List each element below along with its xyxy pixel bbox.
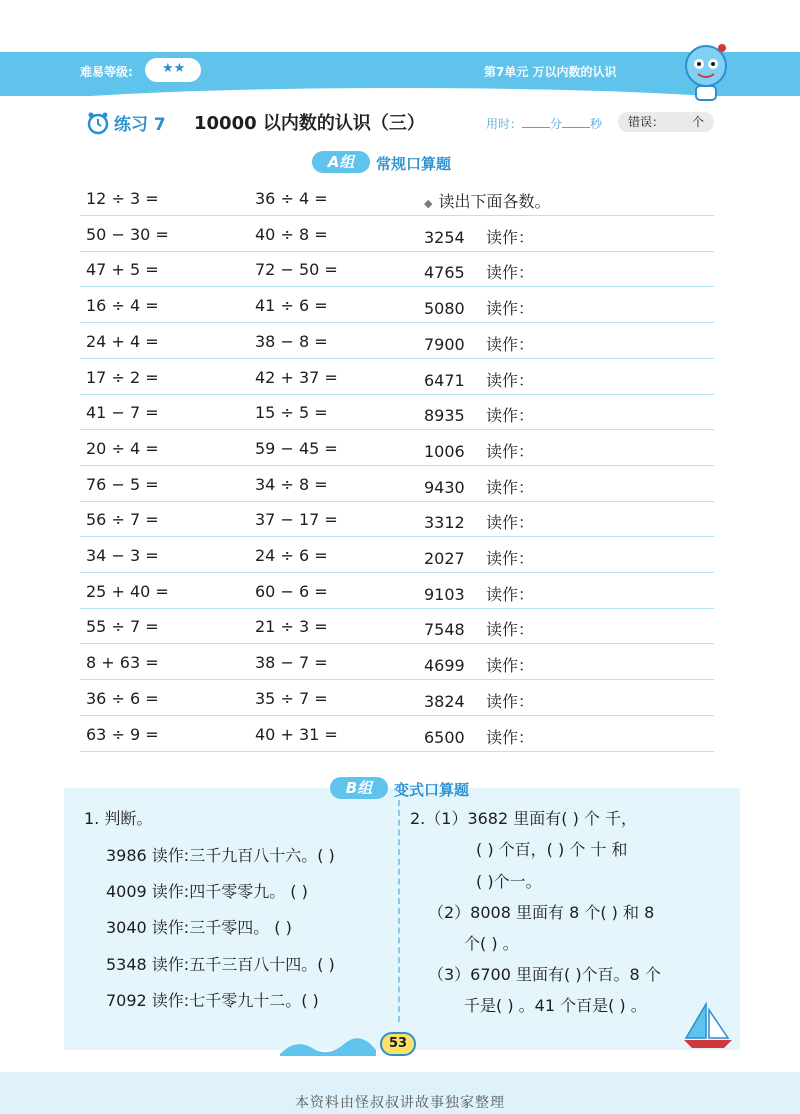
exercise-row xyxy=(80,680,714,716)
page-number: 53 xyxy=(380,1032,416,1056)
calc-exercise: 37 − 17 = xyxy=(255,510,338,530)
calc-exercise: 24 + 4 = xyxy=(86,331,159,351)
exercise-row xyxy=(80,359,714,395)
question-2-line: 千是( ) 。41 个百是( ) 。 xyxy=(464,996,647,1015)
calc-exercise: 50 − 30 = xyxy=(86,224,169,244)
reading-item xyxy=(424,582,534,605)
lesson-number: 练习 7 xyxy=(114,115,166,135)
lesson-title: 10000 以内数的认识（三） xyxy=(194,113,425,134)
reading-item xyxy=(424,475,534,498)
reading-item xyxy=(424,403,534,426)
exercise-row xyxy=(80,323,714,359)
sailboat-icon xyxy=(680,1000,736,1052)
number-to-read: 4699 xyxy=(424,656,465,676)
calc-exercise: 34 ÷ 8 = xyxy=(255,474,328,494)
reading-item xyxy=(424,617,534,640)
question-2-line: ( ) 个百，( ) 个 十 和 xyxy=(476,840,628,859)
read-as-label: 读作： xyxy=(486,513,535,533)
diamond-icon: ◆ xyxy=(424,197,433,210)
judgement-item: 3986 读作:三千九百八十六。( ) xyxy=(106,846,335,865)
calc-exercise: 8 + 63 = xyxy=(86,653,159,673)
calc-exercise: 55 ÷ 7 = xyxy=(86,617,159,637)
read-as-label: 读作： xyxy=(486,334,535,354)
exercise-row xyxy=(80,430,714,466)
judgement-item: 7092 读作:七千零九十二。( ) xyxy=(106,991,319,1010)
number-to-read: 5080 xyxy=(424,299,465,319)
calc-exercise: 60 − 6 = xyxy=(255,581,328,601)
exercise-row xyxy=(80,287,714,323)
read-as-label: 读作： xyxy=(486,549,535,568)
read-as-label: 读作： xyxy=(486,727,535,747)
reading-item xyxy=(424,260,534,283)
read-as-label: 读作： xyxy=(486,477,535,497)
number-to-read: 8935 xyxy=(424,406,465,426)
clock-icon xyxy=(86,111,110,135)
second-label: 秒 xyxy=(590,117,603,131)
question-2-line: ( )个一。 xyxy=(476,872,542,891)
number-to-read: 4765 xyxy=(424,263,465,283)
reading-item xyxy=(424,653,534,676)
question-1-title: 1. 判断。 xyxy=(84,809,153,828)
read-as-label: 读作： xyxy=(486,620,535,640)
reading-item xyxy=(424,510,534,533)
number-to-read: 3312 xyxy=(424,513,465,533)
calc-exercise: 24 ÷ 6 = xyxy=(255,546,328,565)
time-label: 用时： xyxy=(486,117,523,131)
read-as-label: 读作： xyxy=(486,406,535,426)
calc-exercise: 25 + 40 = xyxy=(86,581,169,601)
exercise-row xyxy=(80,394,714,430)
mascot-icon xyxy=(676,40,736,106)
exercise-row xyxy=(80,251,714,287)
exercise-row xyxy=(80,501,714,537)
footer-credit: 本资料由怪叔叔讲故事独家整理 xyxy=(295,1095,505,1111)
calc-exercise: 36 ÷ 6 = xyxy=(86,688,159,708)
reading-item xyxy=(424,546,534,569)
calc-exercise: 17 ÷ 2 = xyxy=(86,367,159,387)
section-a-name: 常规口算题 xyxy=(376,155,452,173)
question-2-line: 2.（1）3682 里面有( ) 个 千， xyxy=(410,809,637,828)
calc-exercise: 15 ÷ 5 = xyxy=(255,403,328,423)
reading-item xyxy=(424,296,534,319)
reading-item xyxy=(424,332,534,355)
judgement-item: 3040 读作:三千零四。 ( ) xyxy=(106,918,292,937)
difficulty-cloud xyxy=(145,58,201,82)
read-as-label: 读作： xyxy=(486,441,535,461)
number-to-read: 2027 xyxy=(424,549,465,568)
calc-exercise: 59 − 45 = xyxy=(255,438,338,458)
read-as-label: 读作： xyxy=(486,691,535,711)
number-to-read: 3254 xyxy=(424,227,465,247)
calc-exercise: 36 ÷ 4 = xyxy=(255,189,328,208)
calc-exercise: 47 + 5 = xyxy=(86,260,159,280)
error-label: 错误： xyxy=(628,115,665,129)
number-to-read: 7900 xyxy=(424,334,465,354)
exercise-row xyxy=(80,216,714,252)
calc-exercise: 40 + 31 = xyxy=(255,724,338,744)
exercise-row xyxy=(80,537,714,573)
section-b-name: 变式口算题 xyxy=(394,781,470,799)
number-to-read: 1006 xyxy=(424,441,465,461)
read-as-label: 读作： xyxy=(486,656,535,676)
calc-exercise: 20 ÷ 4 = xyxy=(86,438,159,458)
calc-exercise: 40 ÷ 8 = xyxy=(255,224,328,244)
read-as-label: 读作： xyxy=(486,227,535,247)
question-2-line: （2）8008 里面有 8 个( ) 和 8 xyxy=(428,903,655,922)
calc-exercise: 72 − 50 = xyxy=(255,260,338,280)
exercise-row xyxy=(80,573,714,609)
exercise-row xyxy=(80,644,714,680)
question-2-line: 个( ) 。 xyxy=(464,934,519,953)
calc-exercise: 34 − 3 = xyxy=(86,546,159,565)
number-to-read: 9430 xyxy=(424,477,465,497)
lesson-title-row xyxy=(86,108,716,138)
read-as-label: 读作： xyxy=(486,370,535,390)
reading-item xyxy=(424,725,534,748)
reading-prompt-text: 读出下面各数。 xyxy=(438,192,551,211)
number-to-read: 9103 xyxy=(424,584,465,604)
minute-label: 分 xyxy=(550,117,563,131)
panel-divider xyxy=(398,800,400,1022)
calc-exercise: 21 ÷ 3 = xyxy=(255,617,328,637)
read-as-label: 读作： xyxy=(486,263,535,283)
judgement-item: 4009 读作:四千零零九。 ( ) xyxy=(106,882,308,901)
number-to-read: 6500 xyxy=(424,727,465,747)
reading-item xyxy=(424,439,534,462)
calc-exercise: 38 − 7 = xyxy=(255,653,328,673)
exercise-row xyxy=(80,466,714,502)
calc-exercise: 35 ÷ 7 = xyxy=(255,688,328,708)
difficulty-stars: ★★ xyxy=(162,61,186,76)
error-count-box xyxy=(618,112,714,132)
calc-exercise: 16 ÷ 4 = xyxy=(86,296,159,316)
calc-exercise: 42 + 37 = xyxy=(255,367,338,387)
calc-exercise: 63 ÷ 9 = xyxy=(86,724,159,744)
minutes-blank[interactable] xyxy=(522,127,550,128)
difficulty-label: 难易等级: xyxy=(80,65,133,79)
number-to-read: 7548 xyxy=(424,620,465,640)
exercise-row xyxy=(80,180,714,216)
calc-exercise: 12 ÷ 3 = xyxy=(86,189,159,208)
number-to-read: 3824 xyxy=(424,691,465,711)
seconds-blank[interactable] xyxy=(562,127,590,128)
calc-exercise: 41 ÷ 6 = xyxy=(255,296,328,316)
exercise-row xyxy=(80,608,714,644)
question-2-line: （3）6700 里面有( )个百。8 个 xyxy=(428,965,661,984)
wave-icon xyxy=(280,1034,376,1056)
section-b-badge: B组 xyxy=(330,777,388,799)
calc-exercise: 76 − 5 = xyxy=(86,474,159,494)
time-used xyxy=(486,115,602,132)
reading-prompt xyxy=(424,189,550,212)
reading-item xyxy=(424,368,534,391)
exercise-row xyxy=(80,716,714,752)
calc-exercise: 38 − 8 = xyxy=(255,331,328,351)
section-a-badge: A组 xyxy=(312,151,370,173)
reading-item xyxy=(424,689,534,712)
number-to-read: 6471 xyxy=(424,370,465,390)
read-as-label: 读作： xyxy=(486,584,535,604)
unit-title: 第7单元 万以内数的认识 xyxy=(484,65,617,79)
calc-exercise: 41 − 7 = xyxy=(86,403,159,423)
reading-item xyxy=(424,225,534,248)
calc-exercise: 56 ÷ 7 = xyxy=(86,510,159,530)
judgement-item: 5348 读作:五千三百八十四。( ) xyxy=(106,955,335,974)
read-as-label: 读作： xyxy=(486,299,535,319)
error-unit: 个 xyxy=(691,115,704,129)
